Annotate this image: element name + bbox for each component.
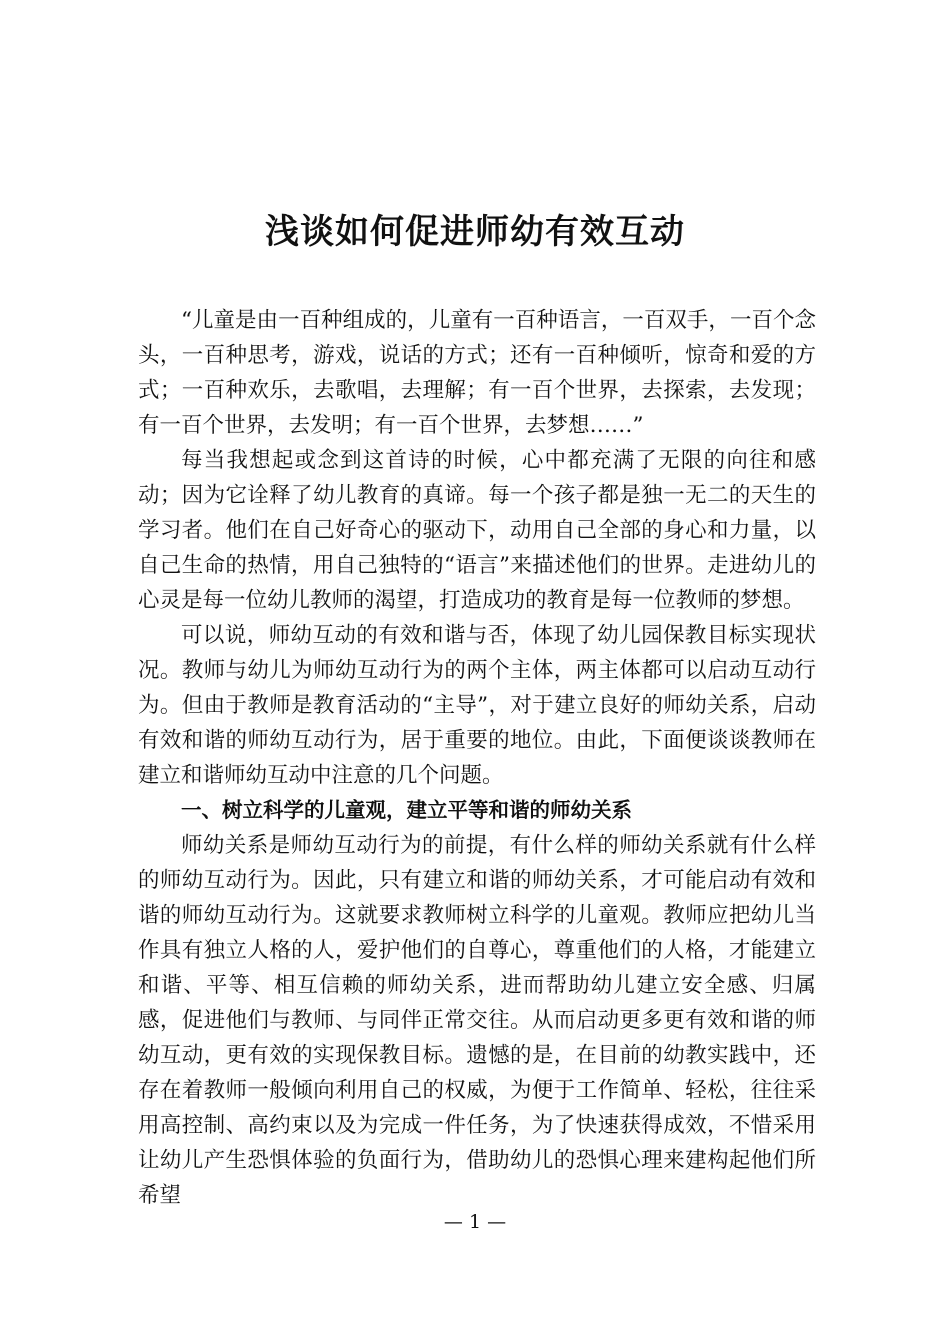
document-title: 浅谈如何促进师幼有效互动 <box>265 212 685 252</box>
paragraph-overview: 可以说，师幼互动的有效和谐与否，体现了幼儿园保教目标实现状况。教师与幼儿为师幼互动行为的两个主体，两主体都可以启动互动行为。但由于教师是教育活动的“主导”，对于建立良好的师幼关系，启动有效和谐的师幼互动行为，居于重要的地位。由此，下面便谈谈教师在建立和谐师幼互动中注意的几个问题。 <box>138 623 816 788</box>
paragraph-section-1: 师幼关系是师幼互动行为的前提，有什么样的师幼关系就有什么样的师幼互动行为。因此，只有建立和谐的师幼关系，才可能启动有效和谐的师幼互动行为。这就要求教师树立科学的儿童观。教师应把幼儿当作具有独立人格的人，爱护他们的自尊心，尊重他们的人格，才能建立和谐、平等、相互信赖的师幼关系，进而帮助幼儿建立安全感、归属感，促进他们与教师、与同伴正常交往。从而启动更多更有效和谐的师幼互动，更有效的实现保教目标。遗憾的是，在目前的幼教实践中，还存在着教师一般倾向利用自己的权威，为便于工作简单、轻松，往往采用高控制、高约束以及为完成一件任务，为了快速获得成效，不惜采用让幼儿产生恐惧体验的负面行为，借助幼儿的恐惧心理来建构起他们所希望 <box>138 833 816 1208</box>
paragraph-introduction: 每当我想起或念到这首诗的时候，心中都充满了无限的向往和感动；因为它诠释了幼儿教育的真谛。每一个孩子都是独一无二的天生的学习者。他们在自己好奇心的驱动下，动用自己全部的身心和力量，以自己生命的热情，用自己独特的“语言”来描述他们的世界。走进幼儿的心灵是每一位幼儿教师的渴望，打造成功的教育是每一位教师的梦想。 <box>138 448 816 613</box>
paragraph-poem-quote: “儿童是由一百种组成的，儿童有一百种语言，一百双手，一百个念头，一百种思考，游戏，说话的方式；还有一百种倾听，惊奇和爱的方式；一百种欢乐，去歌唱，去理解；有一百个世界，去探索，去发现；有一百个世界，去发明；有一百个世界，去梦想……” <box>138 308 816 438</box>
page-number: — 1 — <box>443 1211 507 1233</box>
section-heading-1: 一、树立科学的儿童观，建立平等和谐的师幼关系 <box>181 798 633 822</box>
document-body <box>138 303 816 1213</box>
